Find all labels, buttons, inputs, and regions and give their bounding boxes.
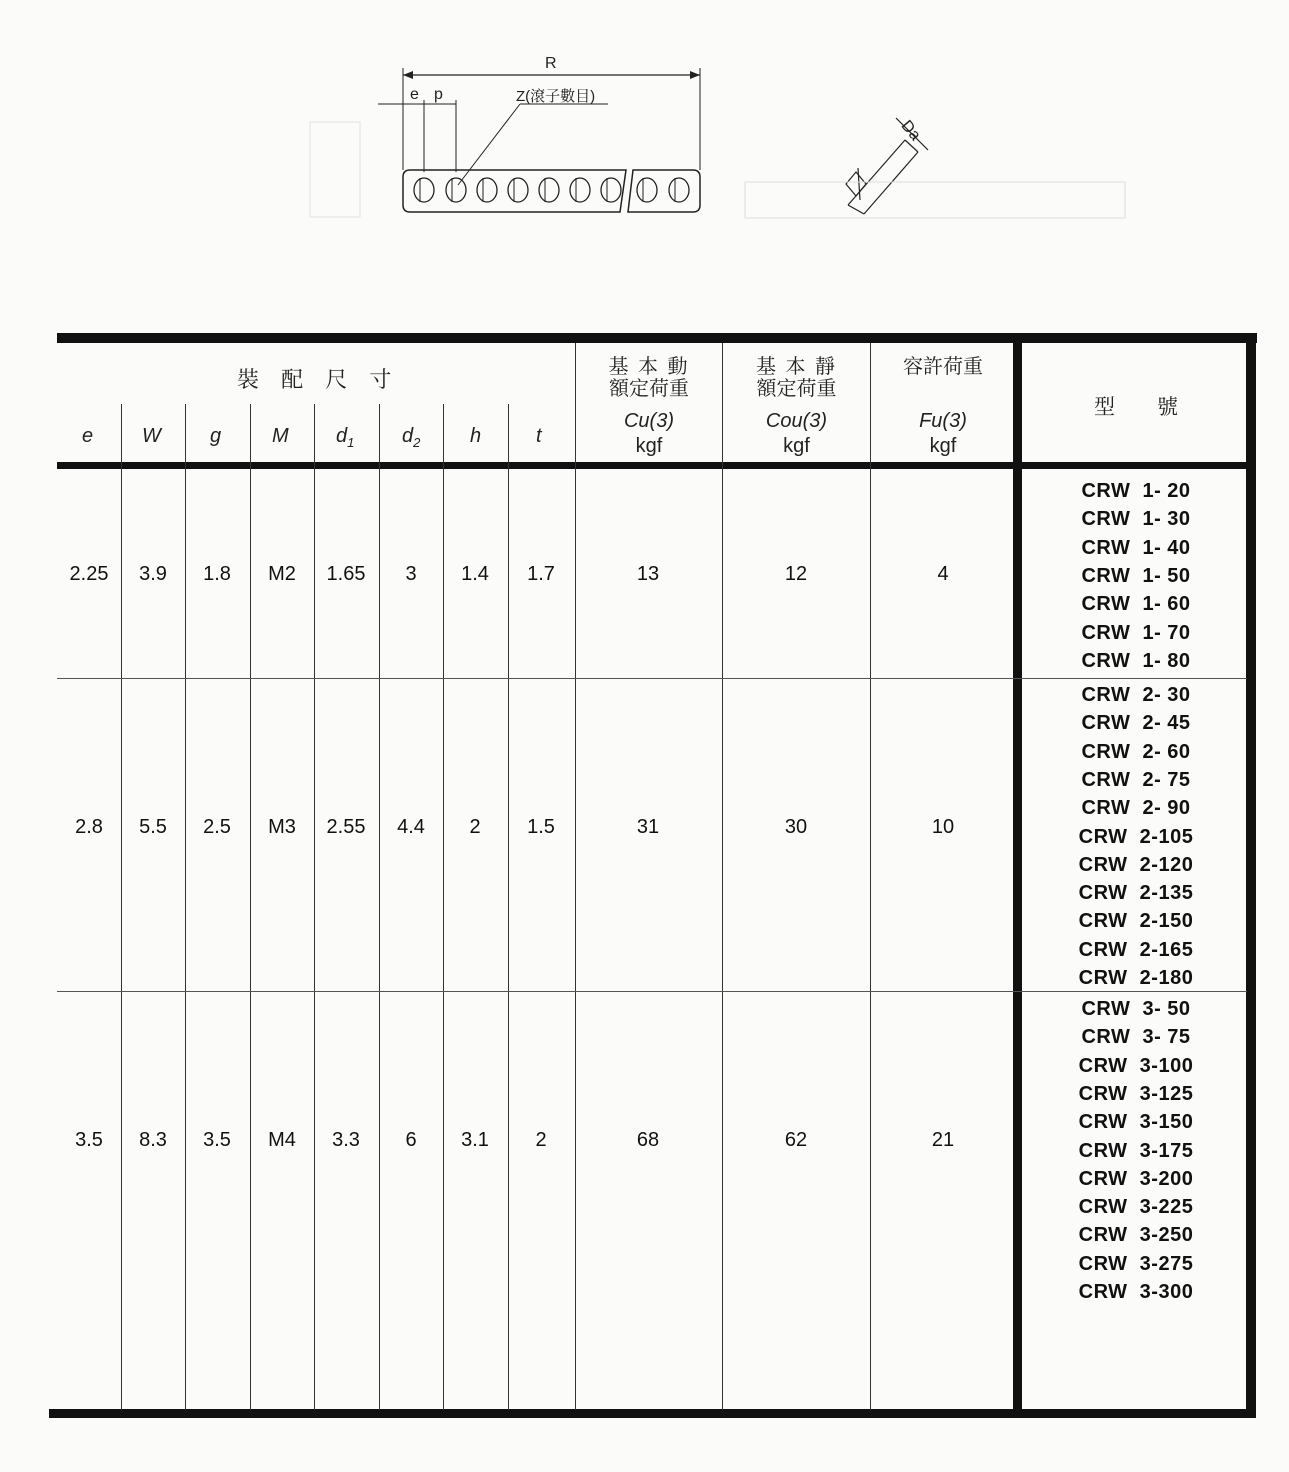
cell-d2: 6	[405, 1129, 417, 1151]
cell-cou: 30	[784, 816, 808, 838]
model-number: CRW 2- 60	[1081, 740, 1191, 763]
cell-t: 2	[535, 1129, 547, 1151]
model-number: CRW 2- 90	[1081, 797, 1191, 820]
dim-label-e: e	[410, 86, 419, 103]
col-divider	[250, 404, 251, 1410]
model-number: CRW 3- 50	[1081, 998, 1191, 1020]
cell-m: M3	[268, 816, 296, 838]
cell-d1: 3.3	[332, 1129, 360, 1151]
cou-unit: kgf	[783, 435, 810, 457]
model-column-rule	[1013, 343, 1022, 1411]
cou-header-line1: 基 本 靜	[755, 356, 838, 378]
cell-e: 2.25	[69, 563, 109, 585]
model-number: CRW 2-135	[1078, 882, 1194, 905]
cell-d2: 3	[405, 563, 417, 585]
model-number: CRW 1- 70	[1081, 621, 1191, 644]
cell-m: M4	[268, 1129, 296, 1151]
model-number: CRW 2- 45	[1081, 712, 1191, 735]
dim-label-p: p	[434, 86, 443, 103]
roller-cage-diagram	[0, 0, 1289, 300]
cell-cu: 68	[636, 1129, 660, 1151]
roller-icon	[414, 178, 434, 202]
cell-d2: 4.4	[397, 816, 425, 838]
fu-symbol: Fu(3)	[919, 410, 967, 432]
roller-icon	[570, 178, 590, 202]
roller-icon	[601, 178, 621, 202]
col-divider	[121, 404, 122, 1410]
model-number: CRW 1- 40	[1081, 536, 1191, 559]
model-number: CRW 3-175	[1078, 1139, 1194, 1162]
roller-icon	[669, 178, 689, 202]
model-number: CRW 3-100	[1078, 1054, 1194, 1077]
cell-w: 5.5	[139, 816, 167, 838]
table-bottom-rule	[49, 1409, 1253, 1418]
dim-label-z: Z(滾子數目)	[516, 88, 596, 105]
roller-icon	[446, 178, 466, 202]
cell-m: M2	[268, 563, 296, 585]
col-header-d2: $d_2$	[402, 425, 421, 450]
header-bottom-rule	[57, 462, 1247, 469]
col-divider	[508, 404, 509, 1410]
col-divider	[870, 343, 871, 1410]
model-number: CRW 1- 60	[1081, 593, 1191, 616]
cell-t: 1.7	[527, 563, 555, 585]
col-header-w: W	[142, 425, 161, 447]
model-number: CRW 2-165	[1078, 938, 1194, 961]
cu-header-line1: 基 本 動	[608, 356, 690, 378]
col-header-m: M	[272, 425, 289, 447]
table-top-rule	[57, 333, 1257, 343]
cell-h: 3.1	[461, 1129, 489, 1151]
model-number: CRW 3-125	[1078, 1082, 1194, 1105]
model-number: CRW 1- 50	[1081, 564, 1191, 587]
model-number: CRW 3- 75	[1081, 1026, 1191, 1049]
cell-cu: 13	[636, 563, 660, 585]
cell-h: 1.4	[461, 563, 489, 585]
cell-fu: 21	[931, 1129, 955, 1151]
model-number: CRW 3-225	[1078, 1196, 1194, 1219]
model-number: CRW 1- 20	[1081, 480, 1191, 502]
cell-cu: 31	[636, 816, 660, 838]
group-separator	[57, 678, 1247, 679]
cell-d1: 2.55	[326, 816, 366, 838]
model-number: CRW 2- 75	[1081, 768, 1191, 791]
cell-fu: 4	[937, 563, 949, 585]
model-number: CRW 3-150	[1078, 1111, 1194, 1134]
dim-label-da: Da	[897, 117, 924, 144]
cell-g: 2.5	[203, 816, 231, 838]
cell-e: 2.8	[75, 816, 103, 838]
dim-label-r: R	[545, 55, 557, 72]
cell-h: 2	[469, 816, 481, 838]
group-separator	[57, 991, 1247, 992]
cell-g: 1.8	[203, 563, 231, 585]
assembly-dimensions-header: 裝 配 尺 寸	[237, 367, 400, 392]
cell-t: 1.5	[527, 816, 555, 838]
model-number: CRW 2-180	[1078, 967, 1194, 989]
model-number: CRW 3-300	[1078, 1281, 1194, 1303]
model-number: CRW 1- 80	[1081, 649, 1191, 672]
fu-header-line1: 容許荷重	[903, 356, 983, 378]
cell-fu: 10	[931, 816, 955, 838]
model-number: CRW 3-200	[1078, 1167, 1194, 1190]
col-divider	[185, 404, 186, 1410]
cou-header-line2: 額定荷重	[756, 378, 837, 400]
model-number: CRW 2-120	[1078, 853, 1194, 876]
cell-cou: 62	[784, 1129, 808, 1151]
col-header-g: g	[210, 425, 222, 447]
cell-g: 3.5	[203, 1129, 231, 1151]
roller-icon	[508, 178, 528, 202]
col-header-h: h	[470, 425, 482, 447]
col-divider	[314, 404, 315, 1410]
cu-header-line2: 額定荷重	[609, 378, 689, 400]
cell-cou: 12	[784, 563, 808, 585]
col-header-e: e	[82, 425, 94, 447]
col-divider	[575, 343, 576, 1410]
cell-e: 3.5	[75, 1129, 103, 1151]
cell-d1: 1.65	[326, 563, 366, 585]
cell-w: 8.3	[139, 1129, 167, 1151]
model-number: CRW 3-250	[1078, 1224, 1194, 1247]
model-number: CRW 3-275	[1078, 1252, 1194, 1275]
cell-w: 3.9	[139, 563, 167, 585]
cu-symbol: Cu(3)	[623, 410, 674, 432]
fu-unit: kgf	[929, 435, 957, 457]
model-number: CRW 2-105	[1078, 825, 1194, 848]
model-number: CRW 2- 30	[1081, 684, 1191, 706]
cou-symbol: Cou(3)	[765, 410, 828, 432]
col-header-t: t	[536, 425, 542, 447]
col-header-d1: $d_1$	[336, 425, 355, 450]
roller-icon	[477, 178, 497, 202]
model-header: 型 號	[1094, 396, 1178, 419]
roller-icon	[539, 178, 559, 202]
col-divider	[443, 404, 444, 1410]
model-number: CRW 1- 30	[1081, 508, 1191, 531]
model-number: CRW 2-150	[1078, 910, 1194, 933]
roller-icon	[637, 178, 657, 202]
cu-unit: kgf	[635, 435, 663, 457]
col-divider	[722, 343, 723, 1410]
col-divider	[379, 404, 380, 1410]
